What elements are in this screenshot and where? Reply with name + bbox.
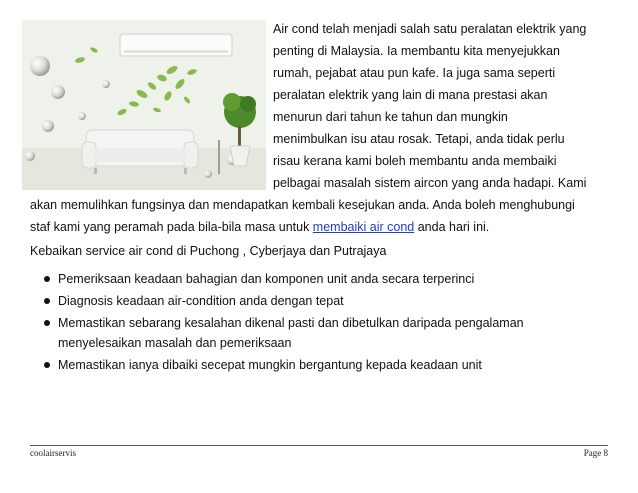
list-item-text: Memastikan sebarang kesalahan dikenal pasti dan dibetulkan daripada pengalaman [58,316,524,330]
bullet-icon [44,276,50,282]
intro-line: menimbulkan isu atau rosak. Tetapi, anda tidak perlu [273,132,565,146]
air-conditioner-image [22,20,266,190]
list-item-text: Diagnosis keadaan air-condition anda dengan tepat [58,294,344,308]
intro-line: pelbagai masalah sistem aircon yang anda hadapi. Kami [273,176,587,190]
bullet-icon [44,362,50,368]
list-item [58,314,524,332]
list-item-text: Memastikan ianya dibaiki secepat mungkin bergantung kepada keadaan unit [58,358,482,372]
intro-line: penting di Malaysia. Ia membantu kita menyejukkan [273,44,560,58]
list-item [58,292,344,310]
intro-line: Air cond telah menjadi salah satu peralatan elektrik yang [273,22,587,36]
bullet-icon [44,298,50,304]
list-item [58,356,482,374]
list-item-text: Pemeriksaan keadaan bahagian dan komponen unit anda secara terperinci [58,272,475,286]
lamp-icon [218,140,220,174]
footer-divider [30,445,608,446]
repair-aircond-link[interactable]: membaiki air cond [312,220,415,234]
intro-line: rumah, pejabat atau pun kafe. Ia juga sama seperti [273,66,556,80]
list-item-text: menyelesaikan masalah dan pemeriksaan [58,336,292,350]
intro-line-with-link [30,216,489,238]
living-room-illustration [22,20,266,190]
intro-line: menurun dari tahun ke tahun dan mungkin [273,110,508,124]
intro-line: akan memulihkan fungsinya dan mendapatkan kembali kesejukan anda. Anda boleh menghubungi [30,198,575,212]
benefits-heading: Kebaikan service air cond di Puchong , Cyberjaya dan Putrajaya [30,244,387,258]
ac-unit-icon [120,34,232,56]
list-item [58,270,474,288]
intro-line: peralatan elektrik yang lain di mana prestasi akan [273,88,548,102]
intro-line: risau kerana kami boleh membantu anda membaiki [273,154,557,168]
bullet-icon [44,320,50,326]
list-item-continuation [58,334,291,352]
intro-text: anda hari ini. [414,220,490,234]
page-number: Page 8 [583,448,608,458]
intro-text: staf kami yang peramah pada bila-bila masa untuk [30,220,313,234]
footer-site-name: coolairservis [30,448,76,458]
